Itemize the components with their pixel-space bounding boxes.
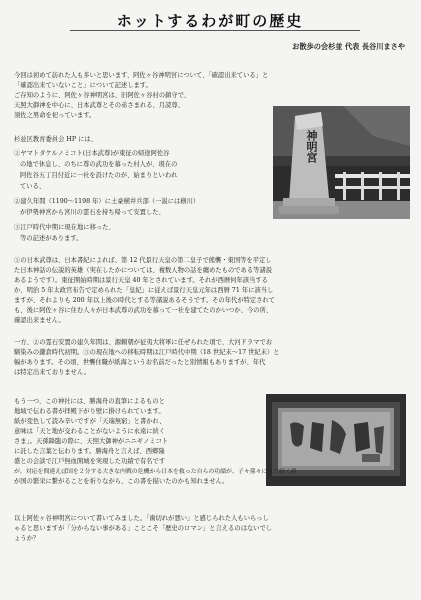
paragraph-line: 紙が変色して読み辛いですが「天瑞無窮」と書かれ、 bbox=[14, 418, 166, 425]
intro-line: 「確認出来ていないこと」について記述します。 bbox=[14, 82, 152, 89]
page-title: ホットするわが町の歴史 bbox=[116, 12, 304, 30]
paragraph-line: 一方、②の霊石安置の建久年間は、源頼朝が征夷大将軍に任ぜられた頃で、大河ドラマでお bbox=[14, 339, 273, 346]
paragraph-line: 幅があります。その頃、世襲住職が紙海というお名前だったと別情報もありますが、年代 bbox=[14, 359, 266, 366]
hp-line: ている、 bbox=[20, 183, 46, 190]
paragraph-line: 意味は「天と地が交わることがないように永遠に続く bbox=[14, 428, 166, 435]
hp-line: 等の記述があります。 bbox=[20, 235, 83, 242]
paragraph-line: 地域で伝わる書が拝殿下がり壁に掛けられています。 bbox=[14, 408, 165, 415]
intro-line: ご存知のように、阿佐ヶ谷神明宮は、旧阿佐ヶ谷村の鎮守で、 bbox=[14, 92, 191, 99]
intro-line: 須佐之男命を祀っています。 bbox=[14, 112, 96, 119]
paragraph-line: は特定出来ておりません。 bbox=[14, 369, 90, 376]
intro-line: 天照大御神を中心に、日本武尊とその弟さまれる、月読尊、 bbox=[14, 102, 185, 109]
shrine-monument-photo bbox=[273, 106, 410, 219]
paragraph-line: 馴染みの鎌倉時代初期。③の現在地への移転時期は江戸時代中期（18 世紀末～17 世紀末）と bbox=[14, 349, 280, 356]
paragraph-line: もう一つ、この神社には、勝海舟の直筆によるものと bbox=[14, 398, 165, 405]
paragraph-line: あるようです）。東征開始時期は景行天皇 40 年とされています。それが西暦何年該当する bbox=[14, 277, 268, 284]
paragraph-line: 盛との会談で江戸無血開城を実現した功績で有名です bbox=[14, 458, 166, 465]
hp-line: ①ヤマトタケルノミコト(日本武尊)が東征の帰途阿佐谷 bbox=[14, 150, 170, 157]
hp-line: ②建久年間（1190～1198 年）に土豪横井兵部（一説には横川） bbox=[14, 198, 200, 205]
hp-line: が伊勢神宮から宮川の霊石を持ち帰って安置した、 bbox=[20, 209, 165, 216]
title-underline bbox=[70, 30, 360, 31]
monument-inscription: 神明宮 bbox=[305, 130, 318, 163]
paragraph-line: 確認出来ません。 bbox=[14, 317, 65, 324]
paragraph-line: も、後に阿佐ヶ谷に住む人々が日本武尊の武功を慕って一社を建てたのかいつか、今の所、 bbox=[14, 307, 273, 314]
closing-line: ょうか？ bbox=[14, 535, 40, 542]
paragraph-line: が国の繁栄に繋がることを祈りながら、この書を描いたのかも知れません。 bbox=[14, 478, 229, 485]
paragraph-line: ますが、それよりも 200 年以上後の時代とする等諸説あるそうです。その年代が特定されて bbox=[14, 297, 276, 304]
closing-line: ゃると思いますが「分からない事がある」ことこそ「歴史のロマン」と言えるのはないでし bbox=[14, 525, 273, 532]
hp-line: の地で休息し、のちに尊の武功を慕った村人が、現在の bbox=[20, 161, 178, 168]
closing-line: 以上阿佐ヶ谷神明宮について書いてみました。「歯切れが悪い」と感じられた人もいらっし bbox=[14, 515, 269, 522]
author-line: お散歩の会杉並 代表 長谷川まさや bbox=[292, 42, 405, 51]
paragraph-line: た日本神話の伝説的英雄（実在したかについては、複数人物の話を纏めたものである等諸説 bbox=[14, 267, 273, 274]
hp-line: ③江戸時代中期に現在地に移った、 bbox=[14, 224, 115, 231]
paragraph-line: に託した言葉と伝わります。勝海舟と言えば、西郷隆 bbox=[14, 448, 165, 455]
paragraph-line: さま」。天孫降臨の際に、天照大御神がニニギノミコト bbox=[14, 438, 169, 445]
paragraph-line: か、明治 5 年太政官布告で定められた「皇紀」に従えば景行天皇元年は西暦 71 年に該当し bbox=[14, 287, 274, 294]
paragraph-line: ①の日本武尊は、日本書紀によれば、第 12 代景行天皇の第二皇子で熊襲・東国等を平定し bbox=[14, 257, 272, 264]
hp-line: 阿佐谷五丁目付近に一社を設けたのが、始まりといわれ bbox=[20, 172, 178, 179]
paragraph-line: が、対応を間違えば国を２分する大きな内戦の危機から日本を救った自らの功績が、子々孫々にまで続く我 bbox=[14, 469, 297, 475]
hp-line: 杉並区教育委員会 HP には、 bbox=[14, 136, 97, 143]
intro-line: 今回は初めて訪れた人も多いと思います、阿佐ヶ谷神明宮について、「確認出来ている」と bbox=[14, 72, 269, 79]
